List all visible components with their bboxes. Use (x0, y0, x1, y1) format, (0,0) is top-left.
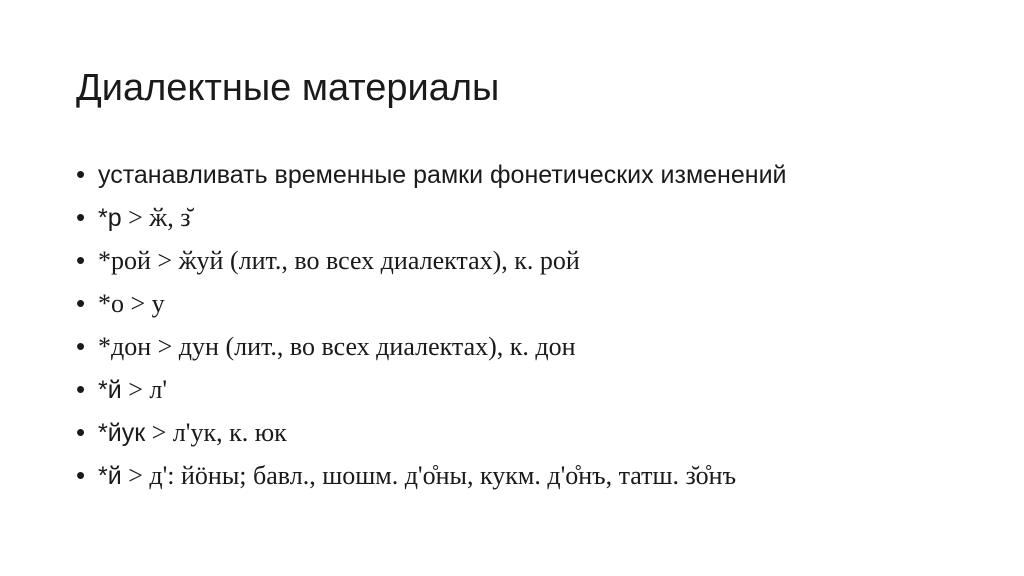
bullet-item (76, 196, 787, 239)
bullet-item (76, 282, 787, 325)
bullet-text-sans: *р (98, 204, 122, 232)
bullet-text-serif: > л' (121, 375, 168, 404)
bullet-marker: • (76, 202, 86, 232)
bullet-item (76, 153, 787, 196)
bullet-item (76, 454, 787, 497)
bullet-item (76, 239, 787, 282)
bullet-list (76, 153, 787, 497)
bullet-text-serif: *рой > ӂуй (лит., во всех диалектах), к. рой (98, 246, 580, 275)
bullet-text-serif: > д': йӧны; бавл., шошм. д'о̊ны, кукм. д'о̊нъ, татш. з̆о̊нъ (121, 461, 737, 490)
bullet-item (76, 325, 787, 368)
bullet-text-sans: *йук (98, 419, 146, 447)
slide-title: Диалектные материалы (76, 67, 500, 109)
bullet-marker: • (76, 288, 86, 318)
bullet-marker: • (76, 159, 86, 189)
bullet-text-serif: *дон > дун (лит., во всех диалектах), к. дон (98, 332, 576, 361)
bullet-text-sans: *й (98, 376, 122, 404)
bullet-marker: • (76, 460, 86, 490)
bullet-item (76, 411, 787, 454)
bullet-marker: • (76, 331, 86, 361)
bullet-marker: • (76, 417, 86, 447)
bullet-text-sans: *й (98, 462, 122, 490)
bullet-marker: • (76, 374, 86, 404)
bullet-text-serif: > л'ук, к. юк (145, 418, 287, 447)
bullet-text-serif: > ӂ, з̆ (121, 203, 191, 232)
bullet-marker: • (76, 245, 86, 275)
bullet-text-sans: устанавливать временные рамки фонетических изменений (98, 161, 787, 189)
bullet-item (76, 368, 787, 411)
bullet-text-serif: *о > у (98, 289, 165, 318)
